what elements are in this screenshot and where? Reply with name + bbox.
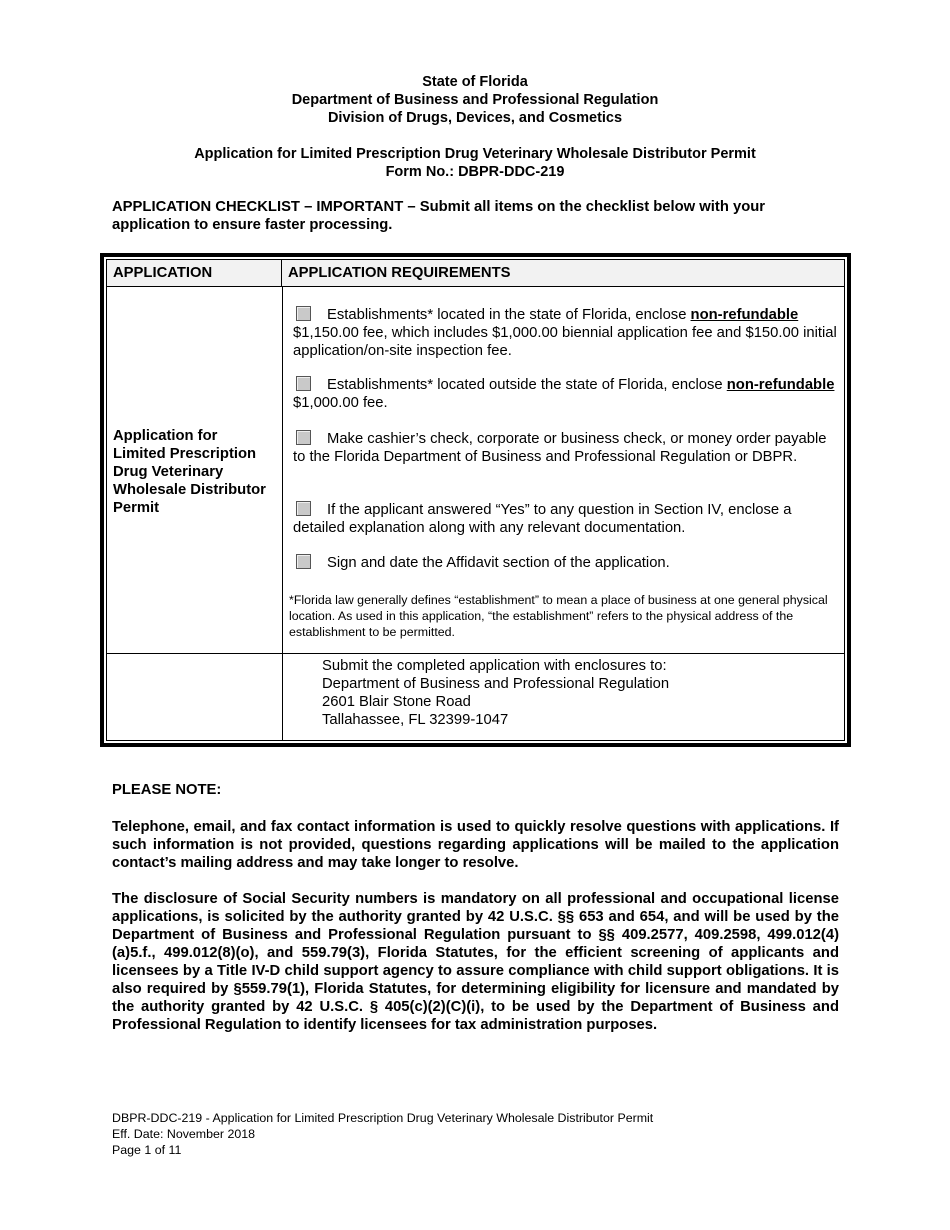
submit-city: Tallahassee, FL 32399-1047 [322,712,509,728]
checkbox-icon[interactable] [296,376,311,391]
checkbox-icon[interactable] [296,430,311,445]
requirement-item [293,430,838,466]
requirement-emphasis: non-refundable [726,377,835,393]
footer-effective-date: Eff. Date: November 2018 [112,1127,256,1141]
form-title-block [0,145,950,181]
submit-instruction: Submit the completed application with enclosures to: [322,658,667,674]
column-divider [282,287,283,740]
form-title: Application for Limited Prescription Drug Veterinary Wholesale Distributor Permit [194,146,756,162]
checklist-instruction: APPLICATION CHECKLIST – IMPORTANT – Submit all items on the checklist below with your application to ensure faster processing. [112,199,766,233]
header-department: Department of Business and Professional Regulation [291,92,659,108]
requirement-text-continued: $1,000.00 fee. [293,395,388,411]
page-footer [112,1110,653,1158]
contact-info-notice: Telephone, email, and fax contact information is used to quickly resolve questions with applications. If such information is not provided, questions regarding applications will be mailed to the application contact’s mailing address and may take longer to resolve. [112,819,839,871]
requirement-text: If the applicant answered “Yes” to any question in Section IV, enclose a detailed explanation along with any relevant documentation. [293,502,792,536]
form-number: Form No.: DBPR-DDC-219 [385,164,565,180]
ssn-disclosure-notice: The disclosure of Social Security numbers is mandatory on all professional and occupational license applications, is solicited by the authority granted by 42 U.S.C. §§ 653 and 654, and will be used by the Department of Business and Professional Regulation pursuant to §§ 409.2577, 409.2598, 499.012(4)(a)5.f., 499.012(8)(o), and 559.79(3), Florida Statutes, for the efficient screening of applicants and licensees by a Title IV-D child support agency to assure compliance with child support obligations. It is also required by §559.79(1), Florida Statutes, for determining eligibility for licensure and mandated by the authority granted by 42 U.S.C. § 405(c)(2)(C)(i), to be used by the Department of Business and Professional Regulation to identify licensees for tax administration purposes. [112,891,839,1033]
header-division: Division of Drugs, Devices, and Cosmetics [327,110,623,126]
footer-page-number: Page 1 of 11 [112,1143,182,1157]
requirement-item [293,376,838,412]
submit-department: Department of Business and Professional Regulation [322,676,670,692]
application-name: Application for Limited Prescription Drug Veterinary Wholesale Distributor Permit [113,428,266,516]
submit-street: 2601 Blair Stone Road [322,694,471,710]
row-divider [107,653,844,654]
requirement-emphasis: non-refundable [690,307,799,323]
column-header-requirements: APPLICATION REQUIREMENTS [282,260,844,287]
checkbox-icon[interactable] [296,501,311,516]
submission-address [322,657,822,729]
checkbox-icon[interactable] [296,554,311,569]
requirement-item [293,501,838,537]
requirement-item [293,554,838,572]
checkbox-icon[interactable] [296,306,311,321]
header-state: State of Florida [422,74,528,90]
agency-header [0,73,950,127]
column-header-application: APPLICATION [107,260,282,287]
requirement-text: Sign and date the Affidavit section of the application. [327,555,670,571]
requirement-text-continued: $1,150.00 fee, which includes $1,000.00 biennial application fee and $150.00 initial application/on-site inspection fee. [293,325,837,359]
footer-form-title: DBPR-DDC-219 - Application for Limited Prescription Drug Veterinary Wholesale Distributor Permit [112,1111,654,1125]
checklist-table-inner [106,259,845,741]
requirement-item [293,306,838,360]
checklist-table [100,253,851,747]
requirement-text: Establishments* located outside the state of Florida, enclose [327,377,727,393]
please-note-heading: PLEASE NOTE: [112,782,222,798]
requirement-text: Establishments* located in the state of Florida, enclose [327,307,691,323]
requirement-text: Make cashier’s check, corporate or business check, or money order payable to the Florida Department of Business and Professional Regulation or DBPR. [293,431,827,465]
establishment-footnote: *Florida law generally defines “establishment” to mean a place of business at one general physical location. As used in this application, “the establishment” refers to the physical address of the establishment to be permitted. [289,593,828,639]
